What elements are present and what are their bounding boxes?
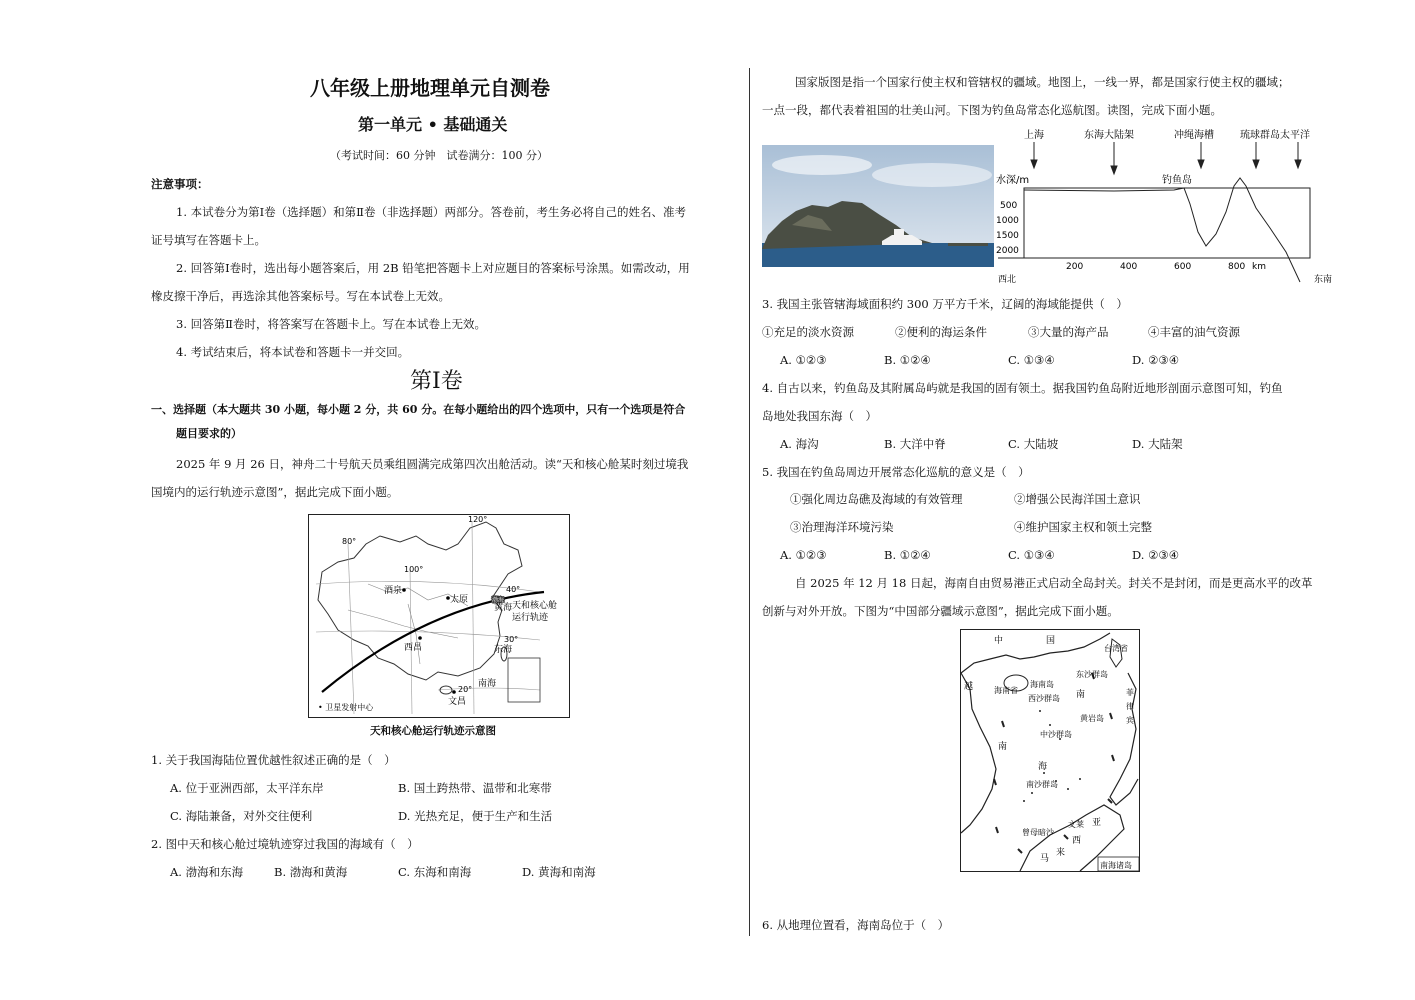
profile-top-label: 上海 [1024,130,1044,141]
lon-label: 120° [468,515,488,524]
statement: ③治理海洋环境污染 [790,520,894,534]
option: D. 大陆架 [1132,437,1183,451]
option: B. 大洋中脊 [884,437,946,451]
option: C. 大陆坡 [1008,437,1059,451]
x-unit: km [1252,262,1266,272]
statement: ②增强公民海洋国土意识 [1014,492,1141,506]
map-label: 越 [964,682,974,692]
passage-3: 自 2025 年 12 月 18 日起，海南自由贸易港正式启动全岛封关。封关不是封闭，而是更高水平的改革 [795,576,1313,590]
seabed-profile [994,124,1339,286]
column-divider [749,68,750,936]
option: C. 海陆兼备，对外交往便利 [170,809,313,823]
option: B. ①②④ [884,548,931,562]
section-heading: 一、选择题（本大题共 30 小题，每小题 2 分，共 60 分。在每小题给出的四个选项中，只有一个选项是符合 [151,403,686,416]
lat-label: 20° [458,685,473,694]
map-label: 菲 [1126,688,1134,697]
page-subtitle: 第一单元 • 基础通关 [358,115,508,134]
map-label: 南 [998,742,1008,752]
notes-line: 4. 考试结束后，将本试卷和答题卡一并交回。 [176,345,410,359]
depth-label: 水深/m [996,175,1030,186]
x-tick: 400 [1120,262,1138,272]
trajectory-map [308,514,570,718]
map-label: 中沙群岛 [1040,730,1072,739]
map-label: 中 [994,636,1004,646]
map-label: 国 [1046,636,1056,646]
map-label: 东沙群岛 [1076,670,1108,679]
direction-label: 东南 [1314,275,1333,285]
notes-line: 2. 回答第Ⅰ卷时，选出每小题答案后，用 2B 铅笔把答题卡上对应题目的答案标号涂黑。如需改动，用 [176,261,690,275]
place-label: 文昌 [448,697,467,707]
notes-line: 橡皮擦干净后，再选涂其他答案标号。写在本试卷上无效。 [151,289,450,303]
option: D. 光热充足，便于生产和生活 [398,809,553,823]
track-label: 天和核心舱 [512,601,558,611]
passage-1: 国境内的运行轨迹示意图”，据此完成下面小题。 [151,485,399,499]
option: D. ②③④ [1132,548,1180,562]
lat-label: 40° [506,585,521,594]
y-tick: 1000 [996,216,1019,226]
island-label: 钓鱼岛 [1162,175,1192,186]
question-1: 1. 关于我国海陆位置优越性叙述正确的是（ ） [151,753,396,767]
map-label: 海南岛 [1030,680,1054,689]
notes-line: 1. 本试卷分为第Ⅰ卷（选择题）和第Ⅱ卷（非选择题）两部分。答卷前，考生务必将自己的姓名、准考 [176,205,686,219]
sea-label: 南海 [478,679,497,689]
y-tick: 500 [1000,201,1018,211]
exam-info: （考试时间：60 分钟 试卷满分：100 分） [330,149,548,162]
option: C. ①③④ [1008,353,1055,367]
option: C. ①③④ [1008,548,1055,562]
sea-label: 黄海 [494,603,513,613]
map-label: 亚 [1092,818,1102,828]
map-label: 黄岩岛 [1080,714,1104,723]
question-4: 岛地处我国东海（ ） [762,409,877,423]
map-label: 律 [1126,702,1134,711]
option: A. ①②③ [780,548,827,562]
notes-line: 3. 回答第Ⅱ卷时，将答案写在答题卡上。写在本试卷上无效。 [176,317,486,331]
place-label: 太原 [450,595,469,605]
statement: ②便利的海运条件 [895,325,987,339]
map-label: 西 [1072,836,1082,846]
profile-top-label: 东海大陆架 [1084,130,1134,141]
option: B. 国土跨热带、温带和北寒带 [398,781,552,795]
statement: ③大量的海产品 [1028,325,1109,339]
passage-1: 2025 年 9 月 26 日，神舟二十号航天员乘组圆满完成第四次出舱活动。读“天和核心舱某时刻过境我 [176,457,689,471]
island-photo [762,145,994,267]
lon-label: 80° [342,537,357,546]
map-label: 台湾省 [1104,644,1128,653]
place-label: 酒泉 [384,586,403,596]
section-heading: 题目要求的） [176,427,242,440]
profile-top-label: 冲绳海槽 [1174,130,1214,141]
y-tick: 1500 [996,231,1019,241]
sea-label: 东海 [494,645,513,655]
track-label: 运行轨迹 [512,613,549,623]
map-label: 海南省 [994,686,1018,695]
map-caption: 天和核心舱运行轨迹示意图 [370,725,496,737]
lon-label: 100° [404,565,424,574]
map-label: 宾 [1126,716,1134,725]
map-label: 南沙群岛 [1026,780,1058,789]
map-label: 马 [1040,854,1050,864]
map-legend: • 卫星发射中心 [318,703,374,712]
map-label: 文莱 [1068,820,1084,829]
place-label: 西昌 [404,643,423,653]
statement: ①充足的淡水资源 [762,325,854,339]
section-title: 第Ⅰ卷 [410,369,463,394]
option: C. 东海和南海 [398,865,472,879]
map-label: 西沙群岛 [1028,694,1060,703]
question-2: 2. 图中天和核心舱过境轨迹穿过我国的海域有（ ） [151,837,419,851]
map-label: 海 [1038,762,1048,772]
passage-2: 国家版图是指一个国家行使主权和管辖权的疆域。地图上，一线一界，都是国家行使主权的疆域； [795,75,1290,89]
option: A. 渤海和东海 [170,865,244,879]
question-6: 6. 从地理位置看，海南岛位于（ ） [762,918,950,932]
sea-label: 渤海 [492,597,505,604]
x-tick: 200 [1066,262,1084,272]
option: A. ①②③ [780,353,827,367]
option: B. 渤海和黄海 [274,865,348,879]
question-4: 4. 自古以来，钓鱼岛及其附属岛屿就是我国的固有领土。据我国钓鱼岛附近地形剖面示意图可知，钓鱼 [762,381,1283,395]
question-3: 3. 我国主张管辖海域面积约 300 万平方千米，辽阔的海域能提供（ ） [762,297,1128,311]
map-label: 来 [1056,848,1066,858]
notes-line: 证号填写在答题卡上。 [151,233,266,247]
map-inset-label: 南海诸岛 [1100,861,1132,870]
passage-3: 创新与对外开放。下图为“中国部分疆域示意图”，据此完成下面小题。 [762,604,1119,618]
statement: ①强化周边岛礁及海域的有效管理 [790,492,963,506]
option: B. ①②④ [884,353,931,367]
option: D. 黄海和南海 [522,865,596,879]
question-5: 5. 我国在钓鱼岛周边开展常态化巡航的意义是（ ） [762,465,1030,479]
south-china-sea-map [960,629,1140,872]
y-tick: 2000 [996,246,1019,256]
option: A. 位于亚洲西部，太平洋东岸 [170,781,324,795]
direction-label: 西北 [998,275,1017,285]
page-title: 八年级上册地理单元自测卷 [310,76,550,100]
option: A. 海沟 [780,437,819,451]
statement: ④丰富的油气资源 [1148,325,1240,339]
x-tick: 600 [1174,262,1192,272]
statement: ④维护国家主权和领土完整 [1014,520,1152,534]
map-label: 南 [1076,690,1086,700]
profile-top-label: 琉球群岛 [1240,130,1280,141]
option: D. ②③④ [1132,353,1180,367]
passage-2: 一点一段，都代表着祖国的壮美山河。下图为钓鱼岛常态化巡航图。读图，完成下面小题。 [762,103,1222,117]
notes-heading: 注意事项： [151,177,209,191]
map-label: 曾母暗沙 [1022,828,1054,837]
x-tick: 800 [1228,262,1246,272]
profile-top-label: 太平洋 [1280,130,1310,141]
lat-label: 30° [504,635,519,644]
